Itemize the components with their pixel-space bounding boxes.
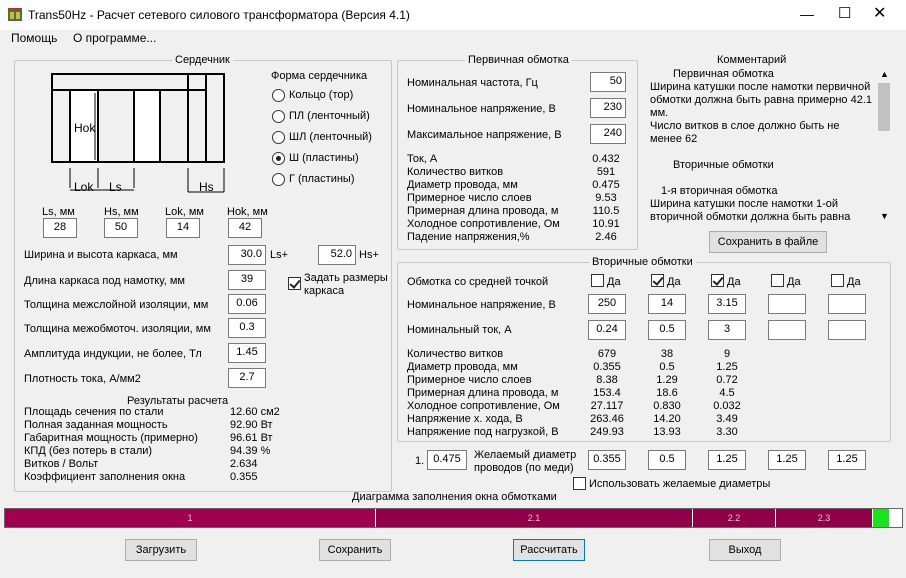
result-value: 12.60 см2	[230, 406, 280, 418]
shape-ring-label[interactable]: Кольцо (тор)	[289, 89, 354, 101]
set-frame-label[interactable]: Задать размеры каркаса	[304, 272, 388, 297]
frame-length-label: Длина каркаса под намотку, мм	[24, 275, 185, 287]
result-label: Коэффициент заполнения окна	[24, 471, 186, 483]
secondary-row-value: 3.49	[716, 413, 738, 425]
primary-result-value: 591	[596, 166, 616, 178]
induction-label: Амплитуда индукции, не более, Тл	[24, 348, 202, 360]
exit-button[interactable]: Выход	[709, 539, 781, 561]
frame-width-input[interactable]: 30.0	[228, 245, 266, 265]
desired-input[interactable]: 0.355	[588, 450, 626, 470]
secondary-row-value: 1.29	[656, 374, 678, 386]
primary-title: Первичная обмотка	[465, 54, 572, 67]
dim-ls-input[interactable]: 28	[43, 218, 77, 238]
results-title: Результаты расчета	[127, 395, 229, 407]
save-to-file-button[interactable]: Сохранить в файле	[709, 231, 827, 253]
comment-line: обмотки должна быть равна примерно 42.1	[650, 94, 873, 106]
comment-line: менее 62	[650, 133, 698, 145]
secondary-row-value: 1.25	[716, 361, 738, 373]
frame-height-input[interactable]: 52.0	[318, 245, 356, 265]
fill-segment	[873, 509, 890, 527]
result-value: 0.355	[230, 471, 258, 483]
secondary-nom-v-input[interactable]: 250	[588, 294, 626, 314]
secondary-nom-i-input[interactable]: 0.24	[588, 320, 626, 340]
primary-result-value: 0.475	[592, 179, 620, 191]
secondary-row-value: 153.4	[593, 387, 621, 399]
secondary-nom-i-input[interactable]: 3	[708, 320, 746, 340]
primary-result-value: 110.5	[592, 205, 620, 217]
comment-line: Число витков в слое должно быть не	[650, 120, 840, 132]
midpoint-checkbox-5[interactable]	[831, 274, 844, 287]
title-bar	[0, 0, 906, 30]
menu-help[interactable]: Помощь	[11, 31, 58, 45]
menu-about[interactable]: О программе...	[73, 31, 157, 45]
secondary-row-value: 14.20	[653, 413, 681, 425]
secondary-nom-v-input[interactable]: 14	[648, 294, 686, 314]
midpoint-yes-label[interactable]: Да	[727, 276, 741, 288]
secondary-row-label: Диаметр провода, мм	[407, 361, 518, 373]
shape-ring-radio[interactable]	[272, 89, 285, 102]
midpoint-checkbox-1[interactable]	[591, 274, 604, 287]
dim-hok-label: Hok, мм	[227, 206, 268, 218]
secondary-row-value: 249.93	[590, 426, 624, 438]
core-shape-title: Форма сердечника	[271, 70, 368, 82]
app-icon	[7, 7, 23, 23]
desired-prefix: 1.	[415, 455, 425, 467]
secondary-nom-i-label: Номинальный ток, А	[407, 324, 512, 336]
midpoint-checkbox-4[interactable]	[771, 274, 784, 287]
primary-result-value: 0.432	[592, 153, 620, 165]
desired-input[interactable]: 1.25	[828, 450, 866, 470]
use-desired-label[interactable]: Использовать желаемые диаметры	[589, 478, 771, 490]
shape-sh-radio[interactable]	[272, 152, 285, 165]
primary-result-label: Примерное число слоев	[407, 192, 532, 204]
secondary-row-value: 0.032	[713, 400, 741, 412]
comment-scrollbar[interactable]	[876, 67, 892, 226]
secondary-row-label: Количество витков	[407, 348, 504, 360]
dim-lok-input[interactable]: 14	[166, 218, 200, 238]
secondary-row-value: 0.5	[659, 361, 675, 373]
result-label: Полная заданная мощность	[24, 419, 168, 431]
shape-shl-label[interactable]: ШЛ (ленточный)	[289, 131, 372, 143]
result-value: 92.90 Вт	[230, 419, 273, 431]
scroll-down-icon[interactable]: ▼	[880, 211, 889, 221]
midpoint-checkbox-3[interactable]	[711, 274, 724, 287]
shape-pl-radio[interactable]	[272, 110, 285, 123]
primary-result-label: Ток, А	[407, 153, 438, 165]
secondary-row-value: 18.6	[656, 387, 678, 399]
fill-segment: 2.2	[693, 509, 776, 527]
close-button[interactable]: ✕	[873, 5, 887, 22]
secondary-row-value: 38	[660, 348, 674, 360]
freq-input[interactable]: 50	[590, 72, 626, 92]
primary-nom-v-input[interactable]: 230	[590, 98, 626, 118]
scroll-up-icon[interactable]: ▲	[880, 69, 889, 79]
desired-input[interactable]: 0.5	[648, 450, 686, 470]
primary-max-v-label: Максимальное напряжение, В	[407, 129, 562, 141]
freq-label: Номинальная частота, Гц	[407, 77, 538, 89]
secondary-row-value: 0.72	[716, 374, 738, 386]
primary-max-v-input[interactable]: 240	[590, 124, 626, 144]
current-density-label: Плотность тока, А/мм2	[24, 373, 141, 385]
secondary-row-value: 0.830	[653, 400, 681, 412]
scroll-thumb[interactable]	[878, 83, 890, 131]
result-label: Габаритная мощность (примерно)	[24, 432, 198, 444]
primary-result-value: 9.53	[595, 192, 617, 204]
secondary-row-label: Напряжение х. хода, В	[407, 413, 523, 425]
secondary-row-label: Холодное сопротивление, Ом	[407, 400, 560, 412]
midpoint-yes-label[interactable]: Да	[607, 276, 621, 288]
inter-layer-label: Толщина межслойной изоляции, мм	[24, 299, 209, 311]
shape-g-radio[interactable]	[272, 173, 285, 186]
secondary-row-value: 8.38	[596, 374, 618, 386]
midpoint-label: Обмотка со средней точкой	[407, 276, 549, 288]
fill-segment: 1	[5, 509, 376, 527]
result-label: КПД (без потерь в стали)	[24, 445, 153, 457]
secondary-row-value: 263.46	[590, 413, 624, 425]
desired-primary-input[interactable]: 0.475	[427, 450, 467, 470]
dim-hok-input[interactable]: 42	[228, 218, 262, 238]
diagram-hok-label: Hok	[74, 121, 96, 135]
comment-line: Первичная обмотка	[673, 68, 774, 80]
frame-size-label: Ширина и высота каркаса, мм	[24, 249, 178, 261]
dim-lok-label: Lok, мм	[165, 206, 204, 218]
secondary-nom-v-label: Номинальное напряжение, В	[407, 299, 556, 311]
inter-layer-input[interactable]: 0.06	[228, 294, 266, 314]
fill-segment: 2.1	[376, 509, 693, 527]
window-title: Trans50Hz - Расчет сетевого силового трансформатора (Версия 4.1)	[28, 8, 410, 22]
primary-result-label: Падение напряжения,%	[407, 231, 530, 243]
inter-wind-label: Толщина межобмоточ. изоляции, мм	[24, 323, 211, 335]
comment-line: вторичной обмотки должна быть равна	[650, 211, 851, 223]
set-frame-checkbox[interactable]	[288, 277, 301, 290]
midpoint-checkbox-2[interactable]	[651, 274, 664, 287]
fill-segment: 2.3	[776, 509, 873, 527]
result-label: Площадь сечения по стали	[24, 406, 164, 418]
secondary-row-label: Примерное число слоев	[407, 374, 532, 386]
comment-textarea[interactable]	[647, 67, 893, 226]
secondary-nom-i-input[interactable]	[828, 320, 866, 340]
result-label: Витков / Вольт	[24, 458, 99, 470]
midpoint-yes-label[interactable]: Да	[787, 276, 801, 288]
load-button[interactable]: Загрузить	[125, 539, 197, 561]
secondary-row-value: 9	[723, 348, 731, 360]
primary-nom-v-label: Номинальное напряжение, В	[407, 103, 556, 115]
secondary-row-value: 3.30	[716, 426, 738, 438]
primary-result-label: Диаметр провода, мм	[407, 179, 518, 191]
current-density-input[interactable]: 2.7	[228, 368, 266, 388]
comment-line: Ширина катушки после намотки 1-ой	[650, 198, 839, 210]
comment-line: мм.	[650, 107, 669, 119]
comment-line: Ширина катушки после намотки первичной	[650, 81, 871, 93]
fill-diagram-title: Диаграмма заполнения окна обмотками	[352, 491, 557, 503]
midpoint-yes-label[interactable]: Да	[667, 276, 681, 288]
inter-wind-input[interactable]: 0.3	[228, 318, 266, 338]
save-button[interactable]: Сохранить	[319, 539, 391, 561]
result-value: 2.634	[230, 458, 258, 470]
comment-title: Комментарий	[717, 54, 787, 66]
desired-label: Желаемый диаметр проводов (по меди)	[474, 449, 577, 474]
secondary-row-value: 0.355	[593, 361, 621, 373]
primary-result-value: 10.91	[592, 218, 620, 230]
secondary-row-value: 679	[597, 348, 617, 360]
diagram-hs-label: Hs	[199, 180, 214, 194]
shape-sh-label[interactable]: Ш (пластины)	[289, 152, 359, 164]
secondary-nom-i-input[interactable]: 0.5	[648, 320, 686, 340]
dim-hs-label: Hs, мм	[104, 206, 139, 218]
use-desired-checkbox[interactable]	[573, 477, 586, 490]
secondary-nom-i-input[interactable]	[768, 320, 806, 340]
diagram-ls-label: Ls	[109, 180, 122, 194]
frame-length-input[interactable]: 39	[228, 270, 266, 290]
secondary-row-value: 13.93	[653, 426, 681, 438]
shape-g-label[interactable]: Г (пластины)	[289, 173, 355, 185]
maximize-button[interactable]: ☐	[838, 5, 852, 22]
dim-ls-label: Ls, мм	[42, 206, 75, 218]
secondary-row-label: Напряжение под нагрузкой, В	[407, 426, 559, 438]
primary-result-label: Примерная длина провода, м	[407, 205, 559, 217]
diagram-lok-label: Lok	[74, 180, 94, 194]
desired-input[interactable]: 1.25	[768, 450, 806, 470]
comment-line: Вторичные обмотки	[673, 159, 774, 171]
desired-input[interactable]: 1.25	[708, 450, 746, 470]
shape-shl-radio[interactable]	[272, 131, 285, 144]
minimize-button[interactable]: —	[800, 6, 814, 22]
secondary-nom-v-input[interactable]	[828, 294, 866, 314]
secondary-row-label: Примерная длина провода, м	[407, 387, 559, 399]
frame-height-suffix: Hs+	[359, 249, 379, 261]
primary-result-label: Холодное сопротивление, Ом	[407, 218, 560, 230]
secondary-title: Вторичные обмотки	[589, 256, 696, 269]
result-value: 94.39 %	[230, 445, 271, 457]
comment-line: 1-я вторичная обмотка	[661, 185, 778, 197]
dim-hs-input[interactable]: 50	[104, 218, 138, 238]
frame-width-suffix: Ls+	[270, 249, 289, 261]
secondary-row-value: 27.117	[590, 400, 624, 412]
primary-result-value: 2.46	[595, 231, 617, 243]
midpoint-yes-label[interactable]: Да	[847, 276, 861, 288]
shape-pl-label[interactable]: ПЛ (ленточный)	[289, 110, 370, 122]
secondary-row-value: 4.5	[719, 387, 735, 399]
secondary-nom-v-input[interactable]: 3.15	[708, 294, 746, 314]
result-value: 96.61 Вт	[230, 432, 273, 444]
calculate-button[interactable]: Рассчитать	[513, 539, 585, 561]
secondary-nom-v-input[interactable]	[768, 294, 806, 314]
induction-input[interactable]: 1.45	[228, 343, 266, 363]
primary-result-label: Количество витков	[407, 166, 504, 178]
core-title: Сердечник	[172, 54, 233, 67]
